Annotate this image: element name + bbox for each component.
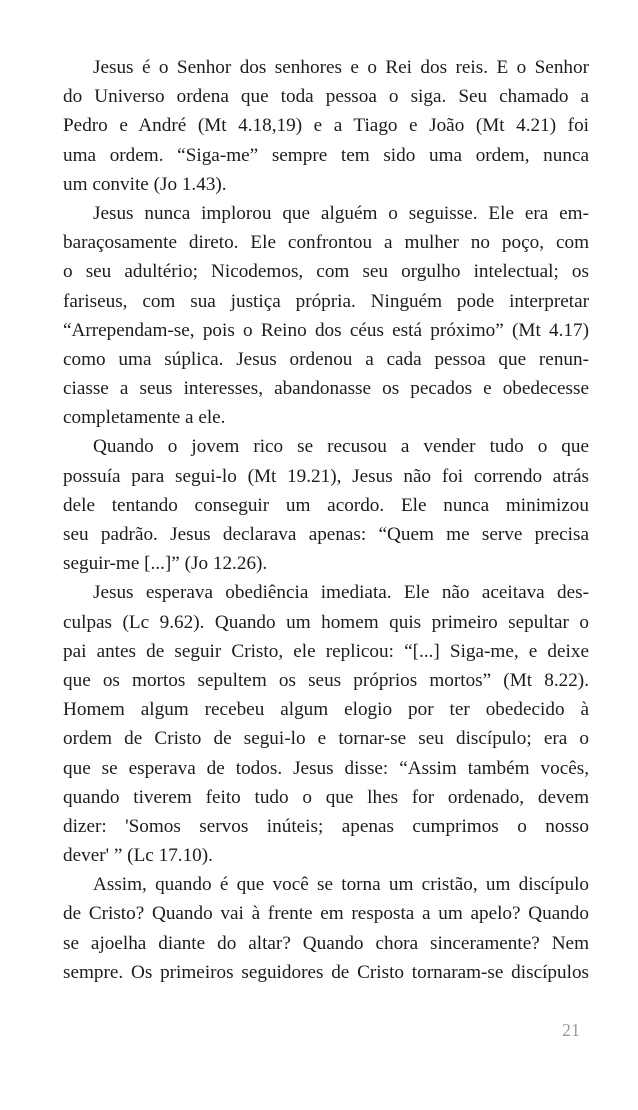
text-line: o seu adultério; Nicodemos, com seu orgulho intelectual; os	[63, 261, 589, 283]
paragraph	[63, 432, 589, 578]
text-line: ciasse a seus interesses, abandonasse os pecados e obedecesse	[63, 378, 589, 400]
text-line: Assim, quando é que você se torna um cristão, um discípulo	[93, 874, 589, 896]
text-line: Pedro e André (Mt 4.18,19) e a Tiago e João (Mt 4.21) foi	[63, 115, 589, 137]
text-line: Jesus nunca implorou que alguém o seguisse. Ele era em-	[93, 202, 589, 224]
text-line: dever' ” (Lc 17.10).	[63, 845, 213, 867]
text-line: quando tiverem feito tudo o que lhes for ordenado, devem	[63, 786, 589, 808]
text-line: se ajoelha diante do altar? Quando chora sinceramente? Nem	[63, 932, 589, 954]
text-line: uma ordem. “Siga-me” sempre tem sido uma ordem, nunca	[63, 144, 589, 166]
text-line: dizer: 'Somos servos inúteis; apenas cumprimos o nosso	[63, 815, 589, 837]
paragraph	[63, 870, 589, 987]
text-line: do Universo ordena que toda pessoa o siga. Seu chamado a	[63, 86, 589, 108]
paragraph	[63, 199, 589, 433]
text-line: Jesus esperava obediência imediata. Ele não aceitava des-	[93, 582, 589, 604]
text-line: seu padrão. Jesus declarava apenas: “Quem me serve precisa	[63, 524, 589, 545]
text-line: que os mortos sepultem os seus próprios mortos” (Mt 8.22).	[63, 669, 589, 691]
text-line: Jesus é o Senhor dos senhores e o Rei dos reis. E o Senhor	[93, 57, 589, 78]
text-line: baraçosamente direto. Ele confrontou a mulher no poço, com	[63, 232, 589, 254]
text-line: Homem algum recebeu algum elogio por ter obedecido à	[63, 699, 589, 721]
text-line: culpas (Lc 9.62). Quando um homem quis primeiro sepultar o	[63, 611, 589, 633]
text-line: ordem de Cristo de segui-lo e tornar-se seu discípulo; era o	[63, 728, 589, 750]
page-number: 21	[562, 1020, 580, 1040]
text-line: seguir-me [...]” (Jo 12.26).	[63, 553, 268, 575]
text-line: “Arrependam-se, pois o Reino dos céus está próximo” (Mt 4.17)	[63, 319, 589, 341]
text-line: fariseus, com sua justiça própria. Ninguém pode interpretar	[63, 290, 589, 312]
text-line: que se esperava de todos. Jesus disse: “Assim também vocês,	[63, 757, 589, 779]
text-line: pai antes de seguir Cristo, ele replicou: “[...] Siga-me, e deixe	[63, 640, 589, 662]
body-text	[63, 53, 589, 987]
text-line: possuía para segui-lo (Mt 19.21), Jesus não foi correndo atrás	[63, 465, 589, 487]
text-line: de Cristo? Quando vai à frente em resposta a um apelo? Quando	[63, 903, 589, 925]
text-line: dele tentando conseguir um acordo. Ele nunca minimizou	[63, 494, 589, 516]
text-line: um convite (Jo 1.43).	[63, 173, 227, 195]
paragraph	[63, 53, 589, 199]
text-line: como uma súplica. Jesus ordenou a cada pessoa que renun-	[63, 348, 589, 370]
paragraph	[63, 578, 589, 870]
text-line: sempre. Os primeiros seguidores de Cristo tornaram-se discípulos	[63, 961, 589, 983]
text-line: completamente a ele.	[63, 407, 226, 429]
text-line: Quando o jovem rico se recusou a vender tudo o que	[93, 436, 589, 458]
